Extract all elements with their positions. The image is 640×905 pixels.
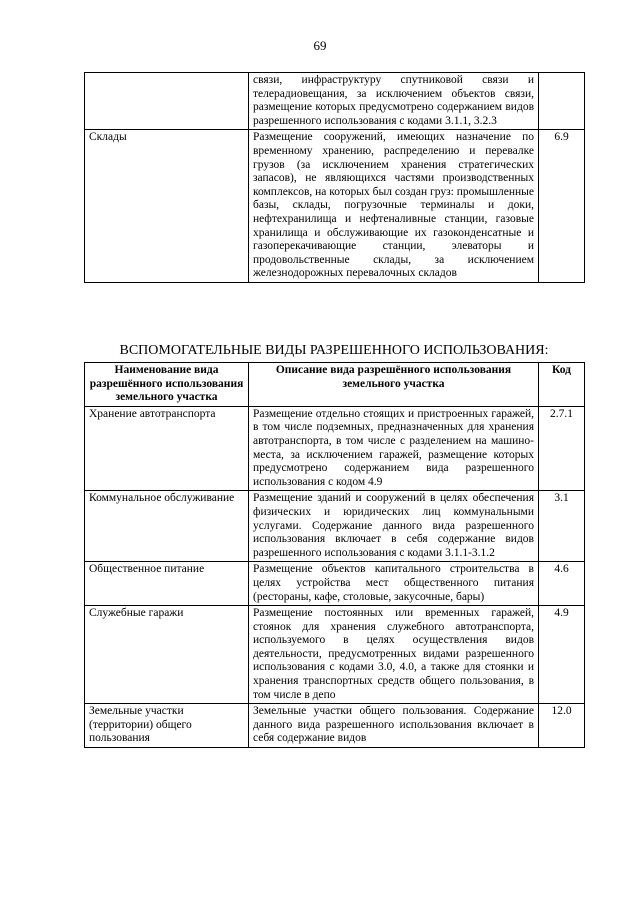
section-heading: ВСПОМОГАТЕЛЬНЫЕ ВИДЫ РАЗРЕШЕННОГО ИСПОЛЬЗОВАНИЯ: [119, 343, 549, 358]
table-row [85, 73, 585, 130]
use-type-name: Склады [85, 130, 249, 283]
use-type-description: Земельные участки общего пользования. Содержание данного вида разрешенного использования включает в себя содержание видов [249, 704, 539, 748]
use-type-name: Земельные участки (территории) общего пользования [85, 704, 249, 748]
use-type-description: Размещение отдельно стоящих и пристроенных гаражей, в том числе подземных, предназначенных для хранения автотранспорта, в том числе с разделением на машино-места, за исключением гаражей, размещение которых предусмотрено содержанием вида разрешенного использования с кодом 4.9 [249, 406, 539, 491]
use-type-code: 4.6 [539, 562, 585, 606]
table-row [85, 704, 585, 748]
use-type-name: Служебные гаражи [85, 606, 249, 704]
land-use-table-continued [84, 72, 585, 283]
header-description: Описание вида разрешённого использования земельного участка [249, 363, 539, 407]
use-type-name [85, 73, 249, 130]
table-row [85, 406, 585, 491]
use-type-description: Размещение объектов капитального строительства в целях устройства мест общественного питания (рестораны, кафе, столовые, закусочные, бары) [249, 562, 539, 606]
use-type-name: Коммунальное обслуживание [85, 491, 249, 562]
use-type-name: Общественное питание [85, 562, 249, 606]
page-number: 69 [313, 38, 327, 53]
table-row [85, 562, 585, 606]
table-row [85, 130, 585, 283]
use-type-code: 6.9 [539, 130, 585, 283]
use-type-description: Размещение зданий и сооружений в целях обеспечения физических и юридических лиц коммунальными услугами. Содержание данного вида разрешенного использования включает в себя содержание видов разрешенного использования с кодами 3.1.1-3.1.2 [249, 491, 539, 562]
use-type-description: Размещение сооружений, имеющих назначение по временному хранению, распределению и перевалке грузов (за исключением хранения стратегических запасов), не являющихся частями производственных комплексов, на которых был создан груз: промышленные базы, склады, погрузочные терминалы и доки, нефтехранилища и нефтеналивные станции, газовые хранилища и обслуживающие их газоконденсатные и газоперекачивающие станции, элеваторы и продовольственные склады, за исключением железнодорожных перевалочных складов [249, 130, 539, 283]
use-type-code [539, 73, 585, 130]
use-type-description: Размещение постоянных или временных гаражей, стоянок для хранения служебного автотранспорта, используемого в целях осуществления видов деятельности, предусмотренных видами разрешенного использования с кодами 3.0, 4.0, а также для стоянки и хранения транспортных средств общего пользования, в том числе в депо [249, 606, 539, 704]
use-type-code: 12.0 [539, 704, 585, 748]
use-type-description: связи, инфраструктуру спутниковой связи и телерадиовещания, за исключением объектов связи, размещение которых предусмотрено содержанием видов разрешенного использования с кодами 3.1.1, 3.2.3 [249, 73, 539, 130]
table-header-row [85, 363, 585, 407]
use-type-code: 2.7.1 [539, 406, 585, 491]
use-type-code: 3.1 [539, 491, 585, 562]
use-type-code: 4.9 [539, 606, 585, 704]
header-code: Код [539, 363, 585, 407]
use-type-name: Хранение автотранспорта [85, 406, 249, 491]
table-row [85, 491, 585, 562]
table-row [85, 606, 585, 704]
auxiliary-uses-table [84, 362, 585, 748]
header-name: Наименование вида разрешённого использования земельного участка [85, 363, 249, 407]
